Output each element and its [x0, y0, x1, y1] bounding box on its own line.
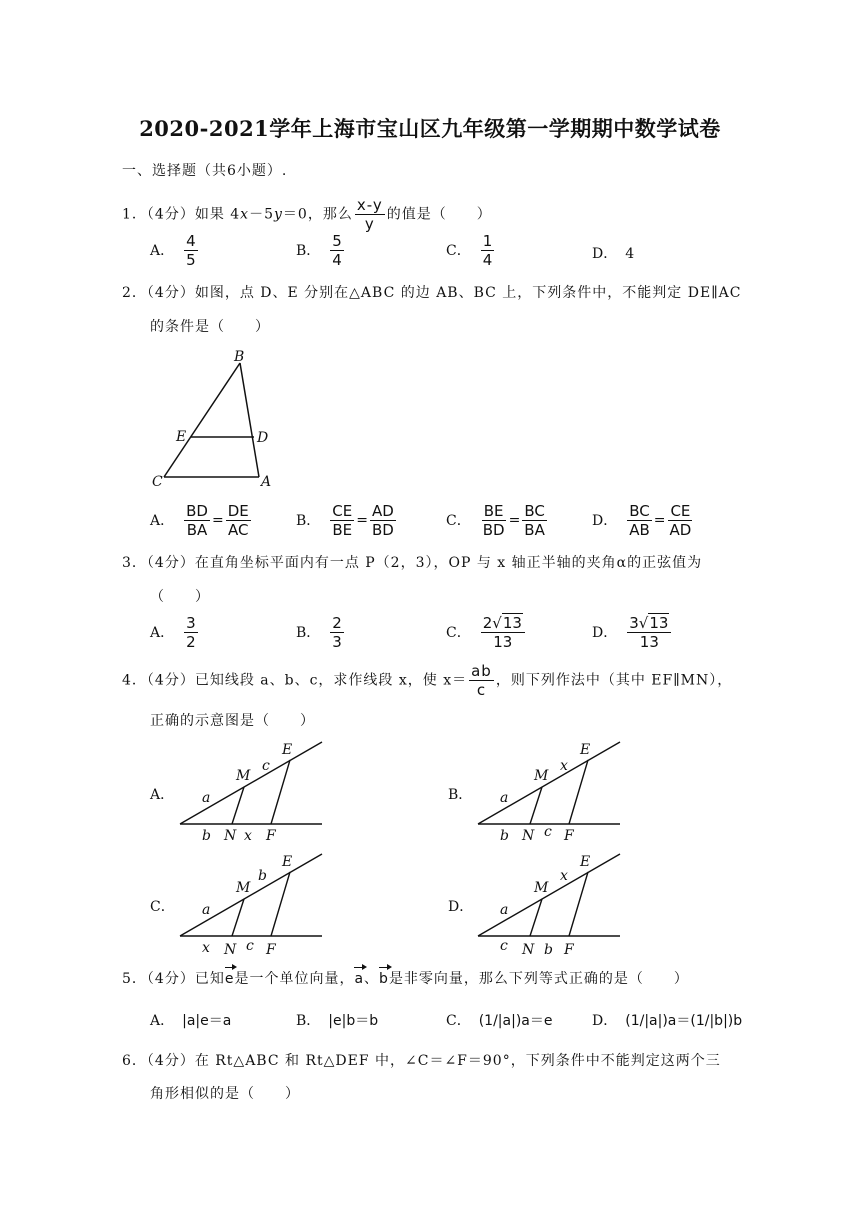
- svg-text:N: N: [522, 942, 535, 958]
- svg-text:F: F: [564, 942, 574, 958]
- svg-text:N: N: [224, 942, 237, 958]
- q5-option-d: D． (1/|a|)a＝(1/|b|)b: [592, 1013, 743, 1029]
- svg-text:b: b: [202, 828, 211, 844]
- svg-text:b: b: [258, 868, 267, 884]
- q4-option-d-label: D．: [448, 899, 474, 915]
- vertex-c: C: [152, 474, 163, 490]
- point-e: E: [176, 429, 187, 445]
- question-2-stem-cont: 的条件是（ ）: [150, 319, 270, 335]
- svg-text:N: N: [522, 828, 535, 844]
- q1-option-d: D． 4: [592, 246, 635, 262]
- q5-option-a: A． |a|e＝a: [150, 1013, 232, 1029]
- svg-text:E: E: [580, 742, 591, 758]
- question-4-stem-cont: 正确的示意图是（ ）: [150, 713, 315, 729]
- q2-option-a: A． $\frac{BD}{BA}$ = $\frac{DE}{AC}$: [150, 502, 249, 539]
- vertex-b: B: [234, 349, 245, 365]
- q3-option-c: C． $\frac{2√13}{13}$: [446, 614, 527, 651]
- q3-option-a: A． $\frac{3}{2}$: [150, 614, 196, 651]
- svg-text:c: c: [500, 938, 508, 954]
- svg-text:x: x: [560, 868, 568, 884]
- triangle-figure: [148, 345, 278, 490]
- q1-option-c: C． $\frac{1}{4}$: [446, 232, 493, 269]
- question-3-stem-cont: （ ）: [150, 589, 210, 605]
- q4-option-c-figure: [176, 850, 326, 960]
- svg-text:a: a: [500, 790, 509, 806]
- question-2-stem: 2．（4分）如图，点 D、E 分别在△ABC 的边 AB、BC 上，下列条件中，不能判定 DE∥AC: [122, 285, 742, 301]
- svg-text:b: b: [500, 828, 509, 844]
- point-d: D: [257, 430, 269, 446]
- svg-text:a: a: [202, 790, 211, 806]
- svg-text:E: E: [282, 742, 293, 758]
- svg-text:b: b: [544, 942, 553, 958]
- svg-text:E: E: [580, 854, 591, 870]
- question-3-stem: 3．（4分）在直角坐标平面内有一点 P（2，3），OP 与 x 轴正半轴的夹角α的正弦值为: [122, 555, 703, 571]
- vertex-a: A: [261, 474, 272, 490]
- q2-option-d: D． $\frac{BC}{AB}$ = $\frac{CE}{AD}$: [592, 502, 692, 539]
- q1-option-a: A． $\frac{4}{5}$: [150, 232, 196, 269]
- svg-text:E: E: [282, 854, 293, 870]
- svg-text:a: a: [500, 902, 509, 918]
- svg-text:F: F: [266, 828, 276, 844]
- q1-option-b: B． $\frac{5}{4}$: [296, 232, 342, 269]
- q4-option-d-figure: [474, 850, 624, 960]
- svg-text:c: c: [544, 824, 552, 840]
- svg-text:F: F: [266, 942, 276, 958]
- svg-text:x: x: [244, 828, 252, 844]
- svg-text:a: a: [202, 902, 211, 918]
- svg-text:M: M: [534, 768, 549, 784]
- svg-text:c: c: [246, 938, 254, 954]
- q3-option-d: D． $\frac{3√13}{13}$: [592, 614, 673, 651]
- question-4-stem: 4．（4分）已知线段 a、b、c，求作线段 x，使 x＝ $\frac{ab}{c}$ ，则下列作法中（其中 EF∥MN），: [122, 662, 733, 699]
- q4-fraction: $\frac{ab}{c}$: [471, 662, 492, 699]
- q4-option-b-label: B．: [448, 787, 473, 803]
- section-heading: 一、选择题（共6小题）.: [122, 163, 288, 179]
- question-5-stem: 5．（4分）已知e是一个单位向量，a、b是非零向量，那么下列等式正确的是（ ）: [122, 971, 689, 987]
- q2-option-b: B． $\frac{CE}{BE}$ = $\frac{AD}{BD}$: [296, 502, 394, 539]
- svg-text:x: x: [202, 940, 210, 956]
- q4-option-c-label: C．: [150, 899, 175, 915]
- svg-text:M: M: [534, 880, 549, 896]
- svg-text:c: c: [262, 758, 270, 774]
- svg-text:x: x: [560, 758, 568, 774]
- q4-option-a-label: A．: [150, 787, 175, 803]
- question-1-stem: 1．（4分）如果 4x－5y＝0，那么 $\frac{x-y}{y}$ 的值是（ ）: [122, 196, 492, 233]
- q2-option-c: C． $\frac{BE}{BD}$ = $\frac{BC}{BA}$: [446, 502, 545, 539]
- q4-option-a-figure: [176, 738, 326, 848]
- q3-option-b: B． $\frac{2}{3}$: [296, 614, 342, 651]
- q5-option-b: B． |e|b＝b: [296, 1013, 379, 1029]
- svg-text:N: N: [224, 828, 237, 844]
- q1-fraction: $\frac{x-y}{y}$: [356, 196, 383, 233]
- question-6-stem-cont: 角形相似的是（ ）: [150, 1086, 300, 1102]
- svg-text:M: M: [236, 768, 251, 784]
- q4-option-b-figure: [474, 738, 624, 848]
- question-6-stem: 6．（4分）在 Rt△ABC 和 Rt△DEF 中，∠C＝∠F＝90°，下列条件中不能判定这两个三: [122, 1053, 721, 1069]
- q5-option-c: C． (1/|a|)a＝e: [446, 1013, 553, 1029]
- svg-text:M: M: [236, 880, 251, 896]
- svg-text:F: F: [564, 828, 574, 844]
- page-title: 2020-2021学年上海市宝山区九年级第一学期期中数学试卷: [139, 116, 721, 141]
